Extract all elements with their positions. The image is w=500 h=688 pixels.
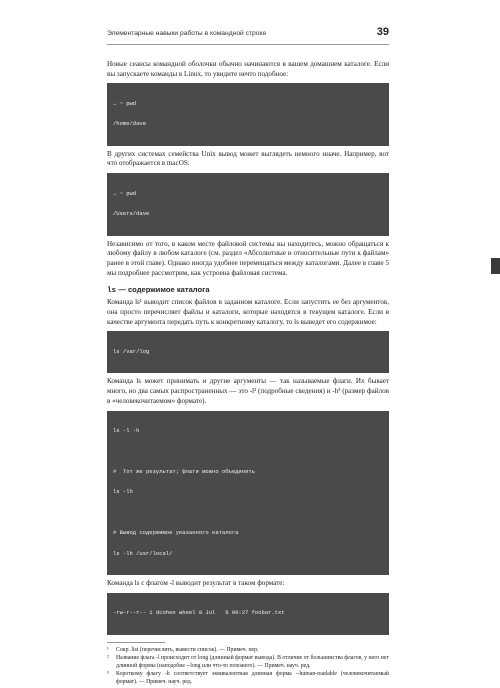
- body-paragraph: Независимо от того, в каком месте файловой системы вы находитесь, можно обращаться к любому файлу в любом каталоге (см. раздел «Абсолютные и относительные пути к файлам» ранее в этой главе). Однако иногда удобнее перемещаться между каталогами. Далее в главе 5 мы подробнее рассмотрим, как устроена файловая система.: [107, 239, 389, 277]
- footnote-number: ³: [107, 671, 109, 678]
- body-paragraph: Команда ls может принимать и другие аргументы — так называемые флаги. Их бывает много, но два самых распространенных — это -l² (подробные сведения) и -h³ (размер файлов в «человекочитаемом» формате).: [107, 377, 389, 405]
- code-line: /Users/dave: [113, 210, 150, 218]
- code-line: # Вывод содержимое указанного каталога: [113, 529, 239, 537]
- code-block: [107, 173, 389, 235]
- code-line: ls -lh /usr/local/: [113, 549, 173, 557]
- footnote-divider: [107, 642, 165, 643]
- section-heading-command: ls: [107, 287, 117, 296]
- footnote-text: Название флага -l происходит от long (длинный формат вывода). В отличие от большинства флагов, у него нет длинной формы (наподобие --long или что-то похожего). — Примеч. науч. ред.: [116, 655, 389, 669]
- body-paragraph: Новые сеансы командной оболочки обычно начинаются в вашем домашнем каталоге. Если вы запускаете команды в Linux, то увидите нечто подобное:: [107, 60, 389, 78]
- footnote: [107, 647, 389, 655]
- chapter-thumb-tab: [491, 258, 500, 274]
- footnote-text: Сокр. list (перечислить, вывести список). — Примеч. пер.: [116, 646, 259, 653]
- code-line: → ~ pwd: [113, 189, 137, 197]
- page-body: [107, 60, 389, 688]
- code-line: ls -l -h: [113, 427, 140, 435]
- code-line: ls -lh: [113, 488, 133, 496]
- section-heading-text: — содержимое каталога: [116, 285, 210, 295]
- code-line: → ~ pwd: [113, 100, 137, 107]
- page-number: 39: [376, 26, 389, 38]
- code-block: [107, 411, 389, 575]
- footnote: [107, 671, 389, 686]
- code-line: ls /var/log: [113, 348, 150, 356]
- running-header-title: Элементарные навыки работы в командной строке: [107, 30, 267, 37]
- section-heading: [107, 285, 389, 295]
- code-block: [107, 593, 389, 635]
- body-paragraph: В других системах семейства Unix вывод может выглядеть немного иначе. Например, вот что отображается в macOS:: [107, 149, 389, 168]
- code-block: [107, 331, 389, 373]
- code-line: [113, 449, 383, 456]
- header-divider: [107, 44, 389, 45]
- code-line: [113, 510, 383, 517]
- body-paragraph: Команда ls с флагом -l выводит результат в таком формате:: [107, 578, 285, 587]
- footnote: [107, 655, 389, 670]
- footnote-text: Короткому флагу -h соответствует эквивалентная длинная форма --human-readable (человекочитаемый формат). — Примеч. науч. ред.: [116, 671, 389, 685]
- footnote-number: ¹: [107, 646, 109, 653]
- footnote-number: ²: [107, 655, 109, 662]
- running-header: [107, 26, 389, 38]
- code-line: # Тот же результат; флаги можно объединять: [113, 467, 255, 475]
- code-block: [107, 83, 389, 145]
- code-line: -rw-r--r-- 1 dcohen wheel 0 Jul 5 09:27 foobar.txt: [113, 609, 285, 617]
- code-line: /home/dave: [113, 120, 147, 128]
- body-paragraph: Команда ls¹ выводит список файлов в заданном каталоге. Если запустить ее без аргументов, она просто перечисляет файлы и каталоги, которые находятся в текущем каталоге. Если в качестве аргумента передать путь к конкретному каталогу, то ls выведет его содержимое:: [107, 298, 389, 326]
